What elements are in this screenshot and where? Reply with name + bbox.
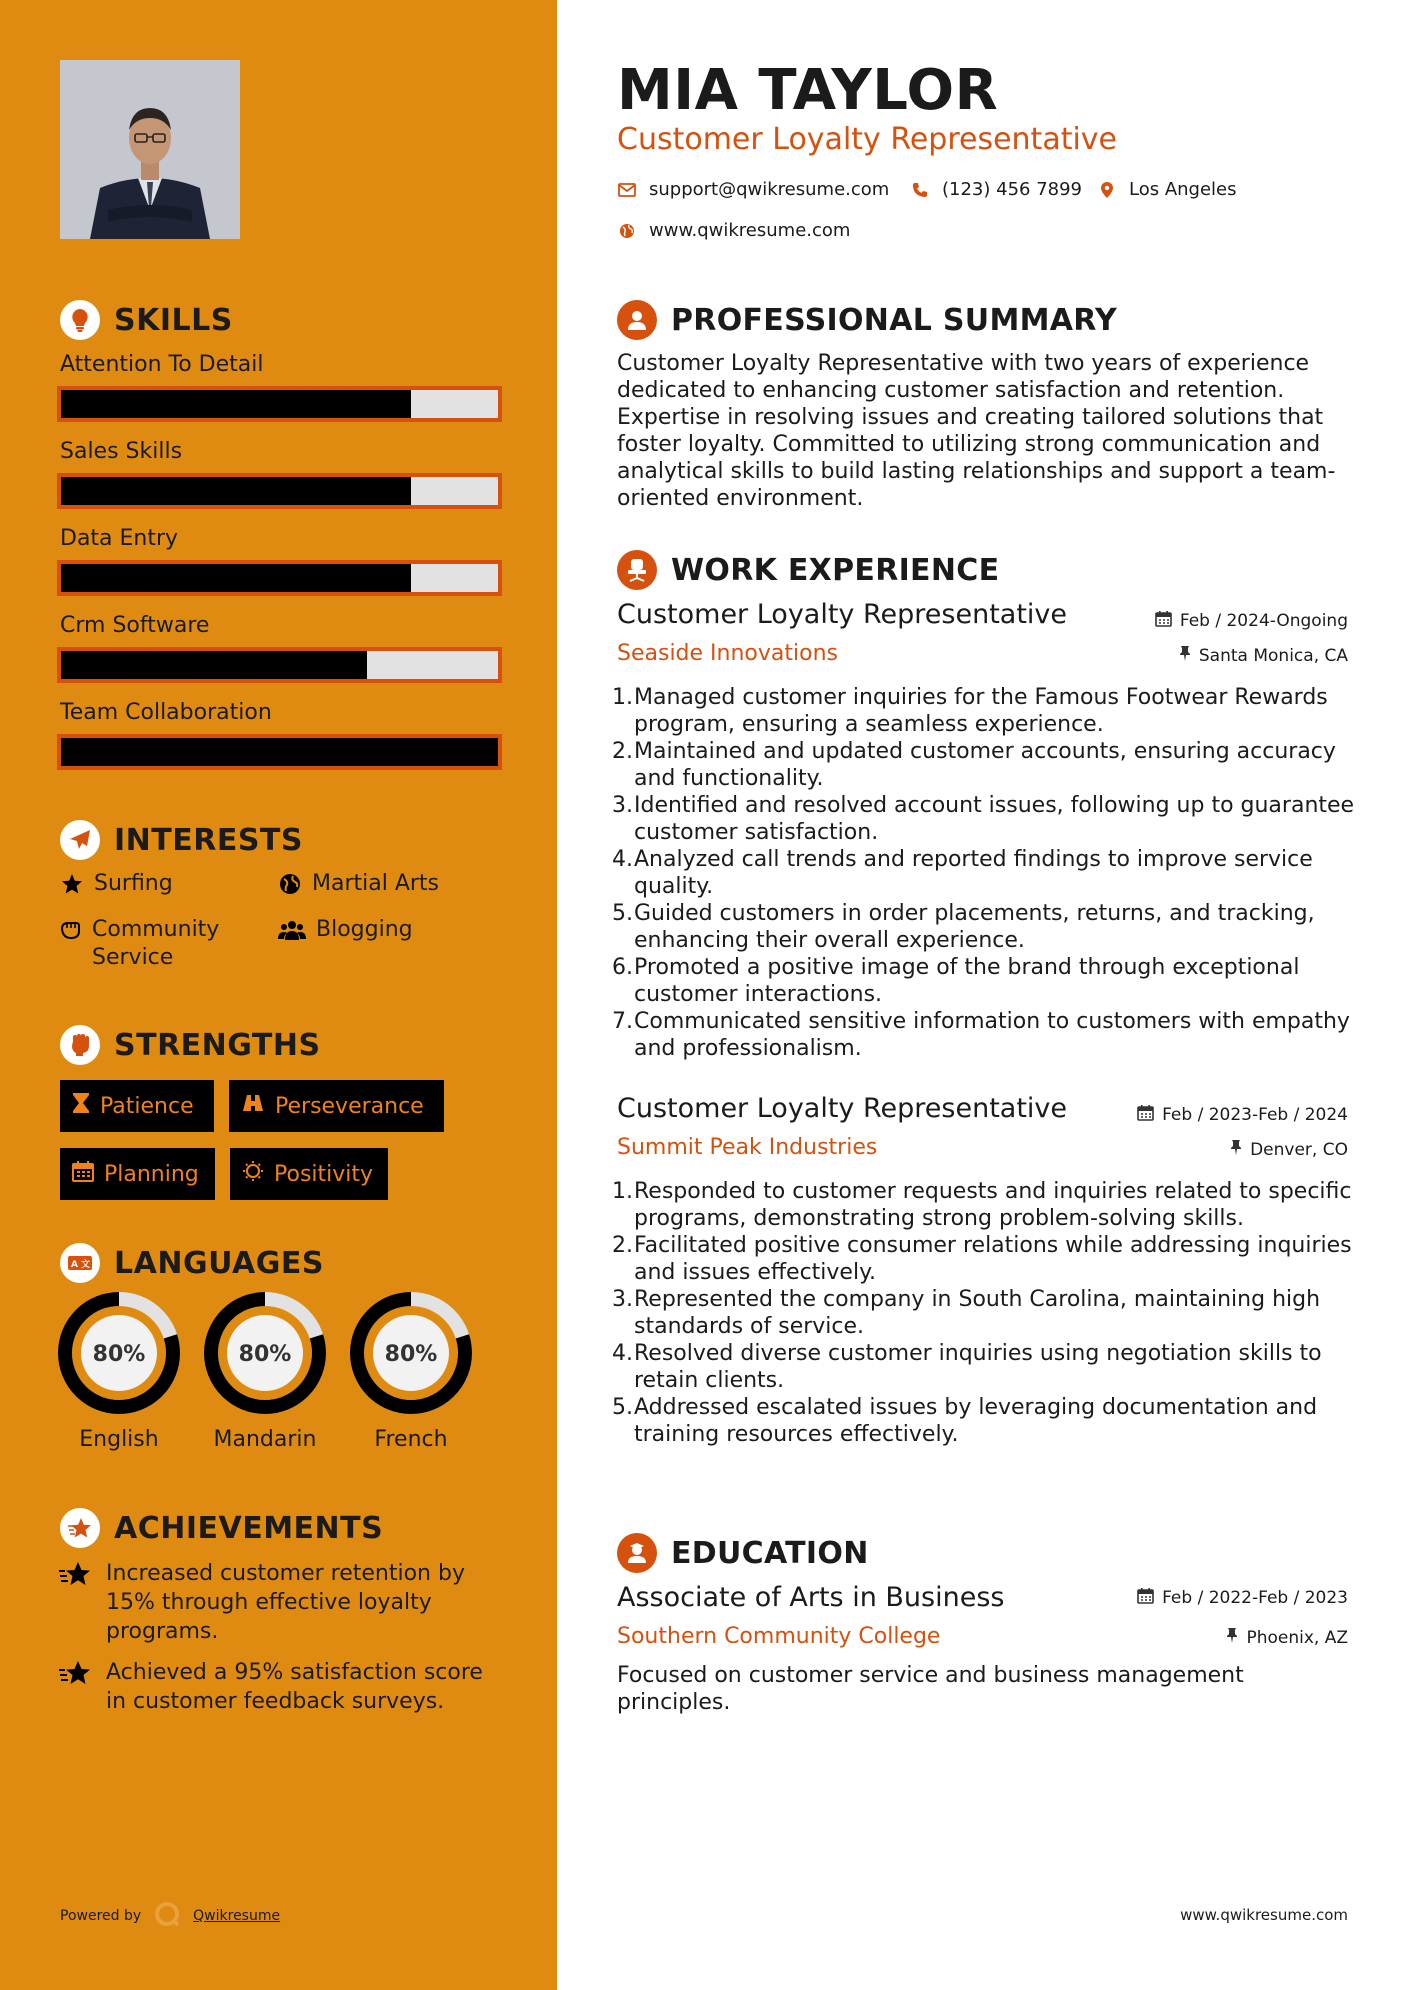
- language-percent: 80%: [384, 1342, 438, 1367]
- skills-title: SKILLS: [114, 302, 233, 338]
- contact-phone: [910, 179, 1082, 200]
- languages-title: LANGUAGES: [114, 1245, 324, 1281]
- job-company: Summit Peak Industries: [617, 1135, 878, 1160]
- profile-photo: [60, 60, 240, 239]
- job-bullet: Promoted a positive image of the brand through exceptional customer interactions.: [634, 955, 1300, 1007]
- interest-item: [58, 916, 258, 972]
- job-company: Seaside Innovations: [617, 641, 838, 666]
- job-title: Customer Loyalty Representative: [617, 1093, 1068, 1124]
- skill-bar: [57, 473, 502, 509]
- interest-label: Community Service: [92, 917, 220, 970]
- phone-icon: [910, 180, 930, 200]
- job-bullet: Guided customers in order placements, returns, and tracking, enhancing their overall experience.: [634, 901, 1315, 953]
- job-bullet: Responded to customer requests and inquiries related to specific programs, demonstrating strong problem-solving skills.: [634, 1179, 1352, 1231]
- job-bullet: Analyzed call trends and reported findings to improve service quality.: [634, 847, 1313, 899]
- education-description: Focused on customer service and business management principles.: [617, 1663, 1244, 1715]
- strengths-heading: [60, 1025, 321, 1065]
- star-badge-icon: [58, 1559, 92, 1589]
- job-bullet: Communicated sensitive information to customers with empathy and professionalism.: [634, 1009, 1350, 1061]
- skill-bar-fill: [61, 564, 411, 592]
- achievements-heading: [60, 1508, 383, 1548]
- interest-item: [278, 916, 413, 944]
- skill-bar-fill: [61, 477, 411, 505]
- languages-heading: [60, 1243, 324, 1283]
- achievement-item: [58, 1658, 498, 1716]
- interest-label: Martial Arts: [312, 871, 440, 896]
- strength-badge: [229, 1080, 444, 1132]
- globe-icon: [278, 870, 302, 898]
- achievement-text: Achieved a 95% satisfaction score in customer feedback surveys.: [106, 1660, 483, 1714]
- interest-label: Surfing: [94, 871, 173, 896]
- skill-name: Sales Skills: [60, 439, 183, 464]
- skill-bar: [57, 386, 502, 422]
- job-bullet: Maintained and updated customer accounts, ensuring accuracy and functionality.: [634, 739, 1336, 791]
- job-bullet: Facilitated positive consumer relations while addressing inquiries and issues effectively.: [634, 1233, 1352, 1285]
- job-location-text: Santa Monica, CA: [1198, 646, 1348, 666]
- envelope-icon: [617, 180, 637, 200]
- interest-item: [278, 870, 439, 898]
- map-pin-icon: [1097, 180, 1117, 200]
- achievement-item: [58, 1559, 498, 1646]
- job-bullet: Identified and resolved account issues, following up to guarantee customer satisfaction.: [634, 793, 1355, 845]
- language-name: English: [79, 1427, 159, 1452]
- job-dates-text: Feb / 2024-Ongoing: [1179, 611, 1348, 631]
- skill-bar: [57, 560, 502, 596]
- job-bullet: Represented the company in South Carolina, maintaining high standards of service.: [634, 1287, 1321, 1339]
- language-item: [349, 1291, 473, 1452]
- website-text[interactable]: www.qwikresume.com: [649, 220, 851, 241]
- job-dates: [1155, 610, 1348, 632]
- strengths-title: STRENGTHS: [114, 1027, 321, 1063]
- skill-bar: [57, 647, 502, 683]
- location-text: Los Angeles: [1129, 179, 1237, 200]
- pushpin-icon: [1179, 645, 1191, 667]
- skill-name: Crm Software: [60, 613, 210, 638]
- education-school: Southern Community College: [617, 1624, 941, 1649]
- star-badge-icon: [60, 1508, 100, 1548]
- skill-bar-fill: [61, 651, 367, 679]
- contact-website: [617, 220, 850, 241]
- sidebar: [0, 0, 557, 1990]
- education-heading: [617, 1533, 869, 1573]
- phone-text[interactable]: (123) 456 7899: [942, 179, 1083, 200]
- star-badge-icon: [58, 1658, 92, 1688]
- skill-bar-fill: [61, 390, 411, 418]
- job-bullet: Managed customer inquiries for the Famous Footwear Rewards program, ensuring a seamless experience.: [634, 685, 1328, 737]
- skill-name: Data Entry: [60, 526, 179, 551]
- education-title: EDUCATION: [671, 1535, 869, 1571]
- calendar-icon: [1137, 1104, 1154, 1126]
- strength-label: Patience: [100, 1093, 194, 1119]
- job-location: [1230, 1139, 1348, 1161]
- globe-icon: [617, 221, 637, 241]
- language-ring: [203, 1291, 327, 1415]
- calendar-icon: [1155, 610, 1172, 632]
- education-location-text: Phoenix, AZ: [1246, 1628, 1348, 1648]
- user-icon: [617, 300, 657, 340]
- summary-heading: [617, 300, 1117, 340]
- strength-label: Perseverance: [275, 1093, 424, 1119]
- language-name: Mandarin: [213, 1427, 317, 1452]
- job-bullets: [634, 1178, 1359, 1448]
- hourglass-icon: [72, 1092, 90, 1120]
- strength-label: Positivity: [274, 1161, 374, 1187]
- contact-location: [1097, 179, 1237, 200]
- experience-heading: [617, 550, 999, 590]
- graduate-icon: [617, 1533, 657, 1573]
- strength-badge: [60, 1148, 215, 1200]
- lightbulb-icon: [60, 300, 100, 340]
- language-percent: 80%: [92, 1342, 146, 1367]
- interests-heading: [60, 820, 303, 860]
- interest-item: [60, 870, 173, 898]
- strength-label: Planning: [104, 1161, 199, 1187]
- experience-title: WORK EXPERIENCE: [671, 552, 1000, 588]
- language-ring: [57, 1291, 181, 1415]
- language-ring: [349, 1291, 473, 1415]
- job-dates: [1137, 1104, 1348, 1126]
- interest-label: Blogging: [316, 917, 413, 942]
- pushpin-icon: [1226, 1627, 1238, 1649]
- job-bullet: Addressed escalated issues by leveraging documentation and training resources effectively.: [634, 1395, 1318, 1447]
- achievements-title: ACHIEVEMENTS: [114, 1510, 384, 1546]
- education-dates-text: Feb / 2022-Feb / 2023: [1162, 1588, 1348, 1608]
- job-bullet: Resolved diverse customer inquiries using negotiation skills to retain clients.: [634, 1341, 1322, 1393]
- language-name: French: [374, 1427, 448, 1452]
- calendar-icon: [72, 1160, 94, 1188]
- job-title: Customer Loyalty Representative: [617, 599, 1068, 630]
- sun-icon: [242, 1160, 264, 1188]
- job-dates-text: Feb / 2023-Feb / 2024: [1162, 1105, 1348, 1125]
- star-icon: [60, 870, 84, 898]
- skill-bar: [57, 734, 502, 770]
- office-chair-icon: [617, 550, 657, 590]
- language-item: [203, 1291, 327, 1452]
- job-bullets: [634, 684, 1359, 1062]
- qwikresume-link[interactable]: Qwikresume: [193, 1908, 281, 1924]
- language-item: [57, 1291, 181, 1452]
- summary-text: Customer Loyalty Representative with two years of experience dedicated to enhancing customer satisfaction and retention. Expertise in resolving issues and creating tailored solutions that foster loyalty. Committed to utilizing strong communication and analytical skills to build lasting relationships and support a team-oriented environment.: [617, 351, 1336, 511]
- powered-by-label: Powered by: [60, 1908, 142, 1924]
- skill-name: Attention To Detail: [60, 352, 264, 377]
- svg-text:文: 文: [81, 1260, 91, 1270]
- education-dates: [1137, 1587, 1348, 1609]
- footer-url[interactable]: www.qwikresume.com: [1180, 1906, 1348, 1924]
- education-location: [1226, 1627, 1348, 1649]
- qwikresume-logo-icon: [153, 1900, 181, 1932]
- language-percent: 80%: [238, 1342, 292, 1367]
- hand-icon: [58, 916, 82, 944]
- job-location: [1179, 645, 1348, 667]
- fist-icon: [60, 1025, 100, 1065]
- job-location-text: Denver, CO: [1250, 1140, 1348, 1160]
- strength-badge: [60, 1080, 214, 1132]
- achievement-text: Increased customer retention by 15% through effective loyalty programs.: [106, 1561, 465, 1644]
- email-text[interactable]: support@qwikresume.com: [649, 179, 890, 200]
- language-icon: [60, 1243, 100, 1283]
- strength-badge: [230, 1148, 388, 1200]
- paper-plane-icon: [60, 820, 100, 860]
- summary-title: PROFESSIONAL SUMMARY: [671, 302, 1118, 338]
- skills-heading: [60, 300, 233, 340]
- pushpin-icon: [1230, 1139, 1242, 1161]
- education-degree: Associate of Arts in Business: [617, 1582, 1005, 1613]
- skill-name: Team Collaboration: [60, 700, 272, 725]
- binoculars-icon: [241, 1093, 265, 1119]
- contact-email: [617, 179, 889, 200]
- candidate-role: Customer Loyalty Representative: [617, 122, 1118, 157]
- interests-title: INTERESTS: [114, 822, 303, 858]
- users-icon: [278, 916, 306, 944]
- candidate-name: MIA TAYLOR: [617, 58, 999, 123]
- svg-text:A: A: [71, 1260, 78, 1270]
- calendar-icon: [1137, 1587, 1154, 1609]
- skill-bar-fill: [61, 738, 498, 766]
- powered-by: [60, 1900, 280, 1932]
